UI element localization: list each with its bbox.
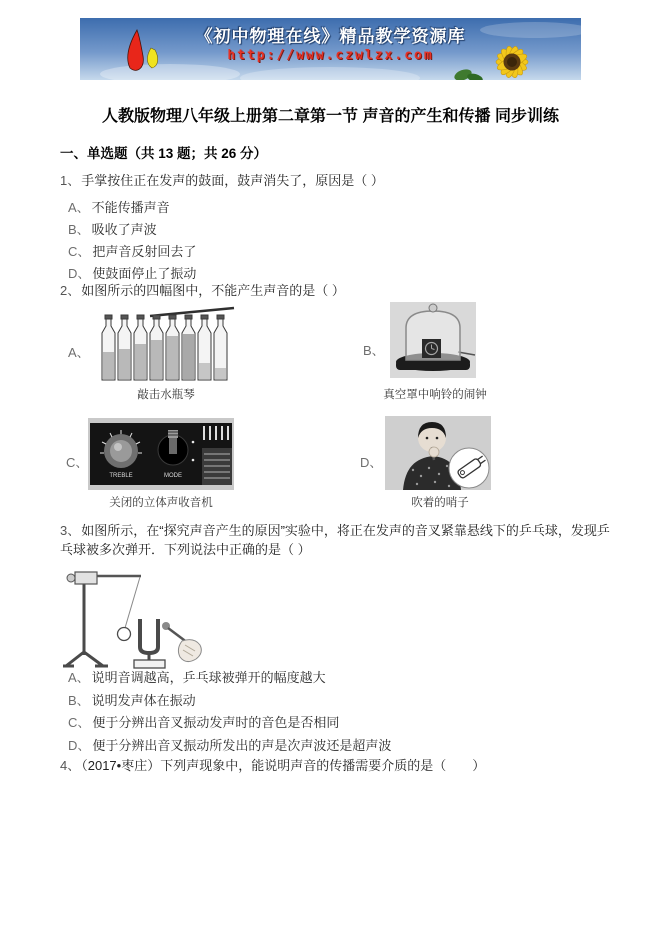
question-text: （2017•枣庄）下列声现象中，能说明声音的传播需要介质的是（ ） xyxy=(81,758,486,773)
question-number: 3、 xyxy=(60,523,81,538)
option-text: 吸收了声波 xyxy=(91,222,157,237)
whistle-inset-icon xyxy=(449,448,489,488)
banner-site-name: 《初中物理在线》精品教学资源库 xyxy=(195,27,466,46)
mode-label: MODE xyxy=(164,473,182,479)
figure-label-d: D、 xyxy=(360,455,383,470)
figure-label-b: B、 xyxy=(363,343,385,358)
option-row xyxy=(68,667,326,686)
option-text: 说明发声体在振动 xyxy=(91,693,196,708)
figure-caption-a: 敲击水瓶琴 xyxy=(137,389,195,401)
figure-caption-c: 关闭的立体声收音机 xyxy=(109,497,213,509)
option-row xyxy=(68,712,339,731)
option-text: 说明音调越高，乒乓球被弹开的幅度越大 xyxy=(91,670,326,685)
question-4 xyxy=(60,756,612,775)
option-row xyxy=(68,690,196,709)
bell-jar-figure xyxy=(390,302,476,378)
question-1 xyxy=(60,171,612,190)
option-label: C、 xyxy=(68,244,91,259)
page-title: 人教版物理八年级上册第二章第一节 声音的产生和传播 同步训练 xyxy=(102,108,559,125)
option-text: 使鼓面停止了振动 xyxy=(92,266,197,281)
figure-label-c: C、 xyxy=(66,455,89,470)
question-number: 2、 xyxy=(60,283,81,298)
option-label: A、 xyxy=(68,670,90,685)
tuning-fork-experiment-figure xyxy=(62,565,207,670)
option-row xyxy=(68,219,157,238)
option-label: A、 xyxy=(68,200,90,215)
figure-label-a: A、 xyxy=(68,345,90,360)
option-label: B、 xyxy=(68,222,90,237)
figure-caption-b: 真空罩中响铃的闹钟 xyxy=(383,389,487,401)
question-number: 1、 xyxy=(60,173,81,188)
option-row xyxy=(68,263,196,282)
tuning-fork-icon xyxy=(134,619,165,668)
section-heading: 一、单选题（共 13 题；共 26 分） xyxy=(60,146,268,161)
option-text: 便于分辨出音叉振动所发出的声是次声波还是超声波 xyxy=(92,738,392,753)
question-2 xyxy=(60,281,612,300)
alarm-clock-icon xyxy=(422,339,441,358)
stereo-radio-figure xyxy=(88,418,234,490)
option-text: 不能传播声音 xyxy=(91,200,170,215)
jar-knob-icon xyxy=(429,304,437,312)
option-label: C、 xyxy=(68,715,91,730)
water-bottle-xylophone-figure xyxy=(92,305,240,385)
speaker-panel-icon xyxy=(202,448,232,485)
question-number: 4、 xyxy=(60,758,81,773)
banner-url-link[interactable]: http://www.czwlzx.com xyxy=(227,48,434,63)
option-label: D、 xyxy=(68,266,91,281)
header-banner xyxy=(80,18,581,80)
option-text: 把声音反射回去了 xyxy=(92,244,197,259)
option-label: B、 xyxy=(68,693,90,708)
whistle-boy-figure xyxy=(385,416,491,490)
ping-pong-ball-icon xyxy=(118,628,131,641)
option-row xyxy=(68,241,196,260)
string-icon xyxy=(125,577,140,628)
question-text: 如图所示，在“探究声音产生的原因”实验中，将正在发声的音叉紧靠悬线下的乒乓球，发现乒乓球被多次弹开．下列说法中正确的是（ ） xyxy=(60,523,610,557)
treble-label: TREBLE xyxy=(109,473,133,479)
option-text: 便于分辨出音叉振动发声时的音色是否相同 xyxy=(92,715,340,730)
option-row xyxy=(68,735,391,754)
option-label: D、 xyxy=(68,738,91,753)
question-text: 手掌按住正在发声的鼓面，鼓声消失了，原因是（ ） xyxy=(81,173,384,188)
question-3 xyxy=(60,521,612,559)
option-row xyxy=(68,197,170,216)
figure-caption-d: 吹着的哨子 xyxy=(411,497,469,509)
stand-icon xyxy=(63,572,141,666)
mallet-hand-icon xyxy=(162,622,201,662)
question-text: 如图所示的四幅图中，不能产生声音的是（ ） xyxy=(81,283,345,298)
